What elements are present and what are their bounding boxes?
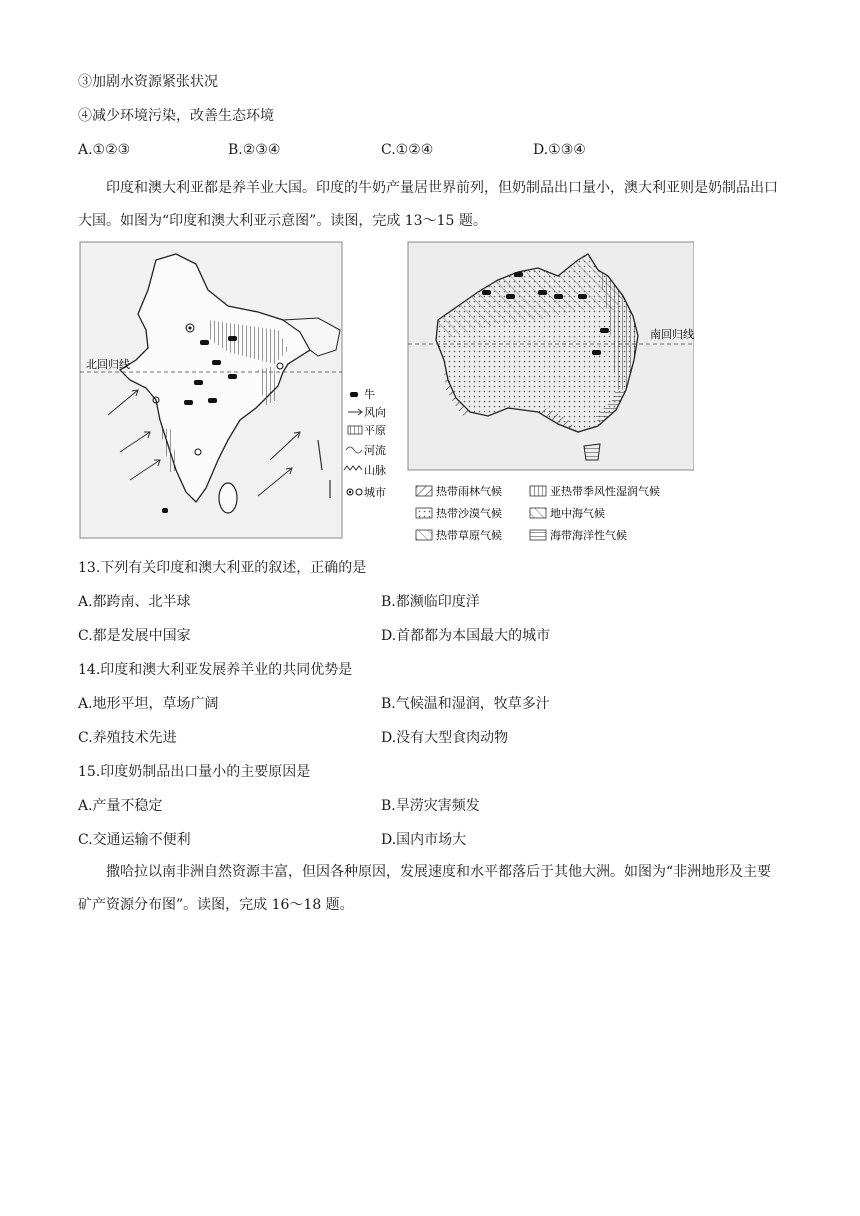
q14-stem: 14.印度和澳大利亚发展养羊业的共同优势是 xyxy=(78,662,353,678)
q13-option-c: C.都是发展中国家 xyxy=(78,628,191,644)
svg-text:亚热带季风性湿润气候: 亚热带季风性湿润气候 xyxy=(550,485,660,498)
item-4: ④减少环境污染，改善生态环境 xyxy=(78,108,274,124)
q12-option-d: D.①③④ xyxy=(533,142,586,158)
q12-option-c: C.①②④ xyxy=(381,142,434,158)
q14-option-a: A.地形平坦，草场广阔 xyxy=(78,696,219,712)
q13-option-d: D.首都都为本国最大的城市 xyxy=(381,628,551,644)
australia-legend xyxy=(416,484,660,542)
tropic-cancer-label: 北回归线 xyxy=(86,358,130,371)
svg-text:海带海洋性气候: 海带海洋性气候 xyxy=(550,529,627,542)
q15-stem: 15.印度奶制品出口量小的主要原因是 xyxy=(78,764,311,780)
q15-option-b: B.旱涝灾害频发 xyxy=(381,798,480,814)
map-figure-svg xyxy=(78,240,694,544)
svg-text:山脉: 山脉 xyxy=(364,464,386,477)
svg-text:河流: 河流 xyxy=(364,444,386,457)
q13-stem: 13.下列有关印度和澳大利亚的叙述，正确的是 xyxy=(78,560,367,576)
q15-option-a: A.产量不稳定 xyxy=(78,798,163,814)
item-3: ③加剧水资源紧张状况 xyxy=(78,74,218,90)
sri-lanka xyxy=(219,483,237,513)
svg-text:平原: 平原 xyxy=(364,424,386,437)
q14-option-d: D.没有大型食肉动物 xyxy=(381,730,509,746)
q14-option-c: C.养殖技术先进 xyxy=(78,730,177,746)
q14-option-b: B.气候温和湿润，牧草多汁 xyxy=(381,696,550,712)
map-figure xyxy=(78,240,694,544)
q15-option-d: D.国内市场大 xyxy=(381,832,467,848)
svg-text:城市: 城市 xyxy=(364,486,386,499)
intro-16-18: 撒哈拉以南非洲自然资源丰富，但因各种原因，发展速度和水平都落后于其他大洲。如图为“非洲地形及主要矿产资源分布图”。读图，完成 16～18 题。 xyxy=(78,864,772,913)
tropic-capricorn-label: 南回归线 xyxy=(650,328,694,341)
svg-text:牛: 牛 xyxy=(364,388,375,401)
svg-text:热带雨林气候: 热带雨林气候 xyxy=(436,485,502,498)
q12-option-b: B.②③④ xyxy=(228,142,281,158)
q13-option-a: A.都跨南、北半球 xyxy=(78,594,191,610)
q13-option-b: B.都濒临印度洋 xyxy=(381,594,480,610)
tasmania xyxy=(584,444,600,460)
q12-option-a: A.①②③ xyxy=(78,142,131,158)
svg-text:地中海气候: 地中海气候 xyxy=(550,507,605,520)
india-legend xyxy=(344,387,386,499)
intro-13-15: 印度和澳大利亚都是养羊业大国。印度的牛奶产量居世界前列，但奶制品出口量小，澳大利亚则是奶制品出口大国。如图为“印度和澳大利亚示意图”。读图，完成 13～15 题。 xyxy=(78,180,778,229)
q15-option-c: C.交通运输不便利 xyxy=(78,832,191,848)
svg-text:热带沙漠气候: 热带沙漠气候 xyxy=(436,507,502,520)
svg-text:热带草原气候: 热带草原气候 xyxy=(436,529,502,542)
svg-text:风向: 风向 xyxy=(364,406,386,419)
